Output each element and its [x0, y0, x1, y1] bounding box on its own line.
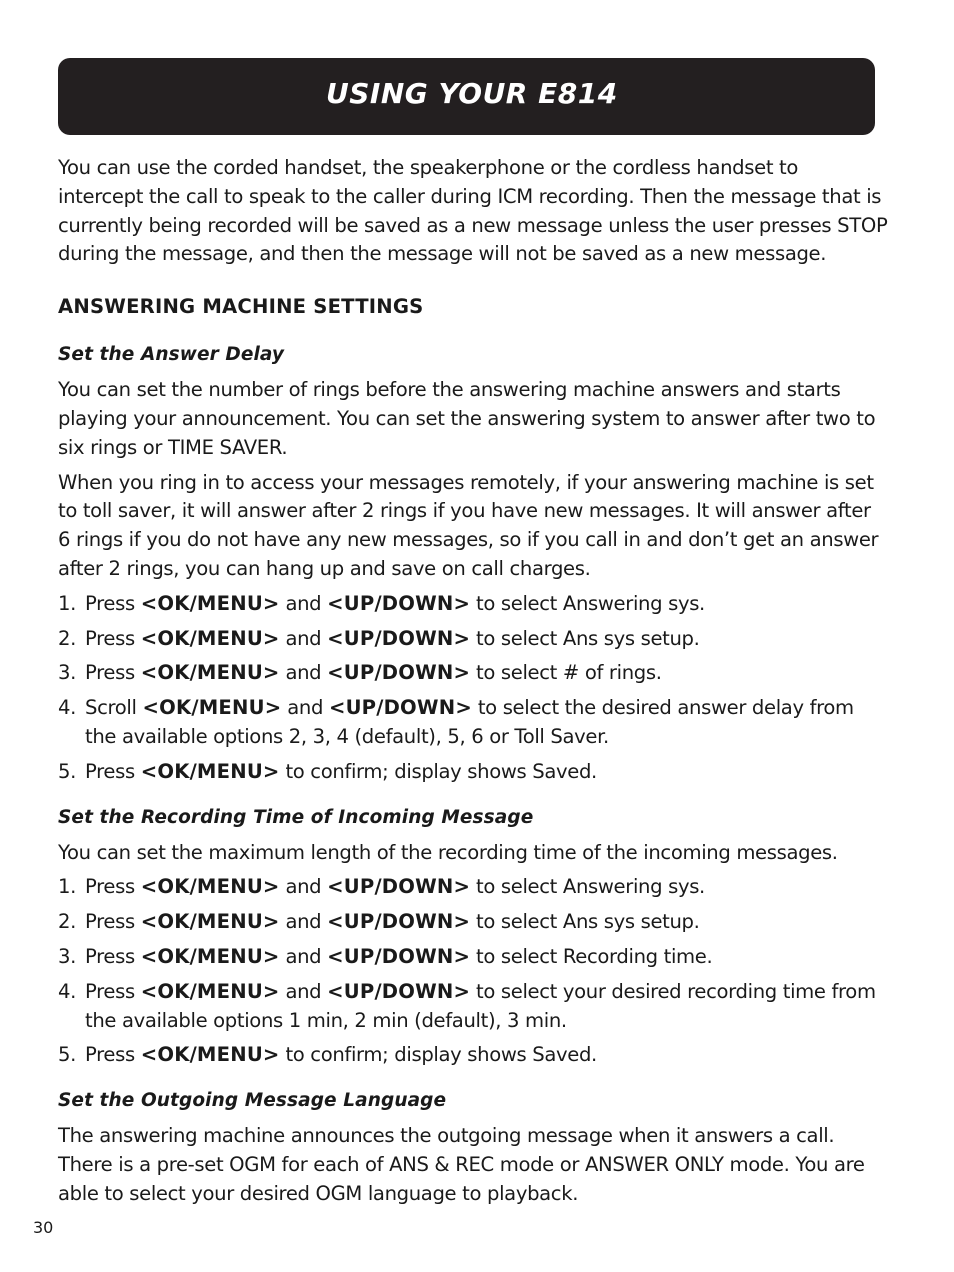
list-item [58, 908, 888, 937]
ok-menu-key: <OK/MENU> [140, 875, 280, 899]
ogm-language-paragraph: The answering machine announces the outgoing message when it answers a call. There is a pre-set OGM for each of ANS & REC mode or ANSWER ONLY mode. You are able to select your desired OGM language to playback. [58, 1124, 865, 1205]
step-rest: to select Answering sys. [476, 875, 705, 899]
step-number: 2. [58, 626, 76, 650]
list-item [58, 590, 888, 619]
list-item [58, 659, 888, 688]
list-item [58, 978, 888, 1036]
step-rest: to select Ans sys setup. [476, 626, 700, 650]
step-text [85, 908, 888, 937]
recording-time-paragraph: You can set the maximum length of the recording time of the incoming messages. [58, 840, 838, 864]
step-rest: to confirm; display shows Saved. [285, 759, 597, 783]
step-verb: Press [85, 626, 135, 650]
step-number: 5. [58, 1043, 76, 1067]
page-content [58, 154, 888, 1209]
list-item [58, 694, 888, 752]
recording-time-steps [58, 873, 888, 1070]
list-item [58, 758, 888, 787]
up-down-key: <UP/DOWN> [327, 910, 471, 934]
step-rest: to select Recording time. [476, 944, 713, 968]
step-rest: to select Answering sys. [476, 591, 705, 615]
step-verb: Press [85, 875, 135, 899]
step-text [85, 590, 888, 619]
step-text [85, 978, 888, 1036]
page-title: USING YOUR E814 [326, 77, 618, 110]
answer-delay-paragraph-1: You can set the number of rings before the answering machine answers and starts playing your announcement. You can set the answering system to answer after two to six rings or TIME SAVER. [58, 378, 876, 459]
step-number: 1. [58, 591, 76, 615]
ok-menu-key: <OK/MENU> [140, 1043, 280, 1067]
step-verb: Press [85, 979, 135, 1003]
step-number: 3. [58, 661, 76, 685]
up-down-key: <UP/DOWN> [327, 661, 471, 685]
section-heading: ANSWERING MACHINE SETTINGS [58, 295, 424, 319]
step-verb: Press [85, 944, 135, 968]
step-number: 5. [58, 759, 76, 783]
ok-menu-key: <OK/MENU> [140, 591, 280, 615]
answer-delay-heading: Set the Answer Delay [58, 344, 285, 366]
step-verb: Press [85, 1043, 135, 1067]
step-text [85, 758, 888, 787]
and-word: and [285, 875, 322, 899]
title-banner [58, 58, 875, 135]
step-rest: to confirm; display shows Saved. [285, 1043, 597, 1067]
step-text [85, 659, 888, 688]
ok-menu-key: <OK/MENU> [140, 944, 280, 968]
answer-delay-paragraph-2: When you ring in to access your messages remotely, if your answering machine is set to toll saver, it will answer after 2 rings if you have new messages. It will answer after 6 rings if you do not have any new messages, so if you call in and don’t get an answer after 2 rings, you can hang up and save on call charges. [58, 470, 879, 580]
answer-delay-steps [58, 590, 888, 787]
step-number: 2. [58, 910, 76, 934]
step-rest: to select Ans sys setup. [476, 910, 700, 934]
page-number: 30 [33, 1218, 54, 1237]
and-word: and [285, 910, 322, 934]
up-down-key: <UP/DOWN> [327, 875, 471, 899]
up-down-key: <UP/DOWN> [327, 979, 471, 1003]
up-down-key: <UP/DOWN> [327, 591, 471, 615]
ok-menu-key: <OK/MENU> [140, 626, 280, 650]
step-text [85, 873, 888, 902]
step-rest: to select # of rings. [476, 661, 662, 685]
step-number: 4. [58, 696, 76, 720]
step-verb: Press [85, 759, 135, 783]
and-word: and [287, 696, 324, 720]
list-item [58, 625, 888, 654]
step-number: 3. [58, 944, 76, 968]
step-text [85, 625, 888, 654]
up-down-key: <UP/DOWN> [327, 944, 471, 968]
step-number: 1. [58, 875, 76, 899]
list-item [58, 1041, 888, 1070]
recording-time-heading: Set the Recording Time of Incoming Message [58, 806, 534, 828]
ok-menu-key: <OK/MENU> [140, 979, 280, 1003]
step-text [85, 1041, 888, 1070]
and-word: and [285, 944, 322, 968]
up-down-key: <UP/DOWN> [328, 696, 472, 720]
ok-menu-key: <OK/MENU> [140, 910, 280, 934]
ok-menu-key: <OK/MENU> [140, 661, 280, 685]
ok-menu-key: <OK/MENU> [140, 759, 280, 783]
step-rest: to select the desired answer delay from the available options 2, 3, 4 (default), 5, 6 or Toll Saver. [85, 696, 854, 748]
step-text [85, 943, 888, 972]
step-verb: Press [85, 591, 135, 615]
list-item [58, 943, 888, 972]
and-word: and [285, 591, 322, 615]
ogm-language-heading: Set the Outgoing Message Language [58, 1090, 447, 1112]
and-word: and [285, 626, 322, 650]
step-rest: to select your desired recording time from the available options 1 min, 2 min (default), 3 min. [85, 979, 876, 1032]
step-verb: Scroll [85, 696, 137, 720]
up-down-key: <UP/DOWN> [327, 626, 471, 650]
step-verb: Press [85, 661, 135, 685]
list-item [58, 873, 888, 902]
intro-paragraph: You can use the corded handset, the speakerphone or the cordless handset to intercept the call to speak to the caller during ICM recording. Then the message that is currently being recorded will be saved as a new message unless the user presses STOP during the message, and then the message will not be saved as a new message. [58, 156, 888, 266]
and-word: and [285, 661, 322, 685]
step-verb: Press [85, 910, 135, 934]
ok-menu-key: <OK/MENU> [142, 696, 282, 720]
and-word: and [285, 979, 322, 1003]
step-text [85, 694, 888, 752]
step-number: 4. [58, 979, 76, 1003]
